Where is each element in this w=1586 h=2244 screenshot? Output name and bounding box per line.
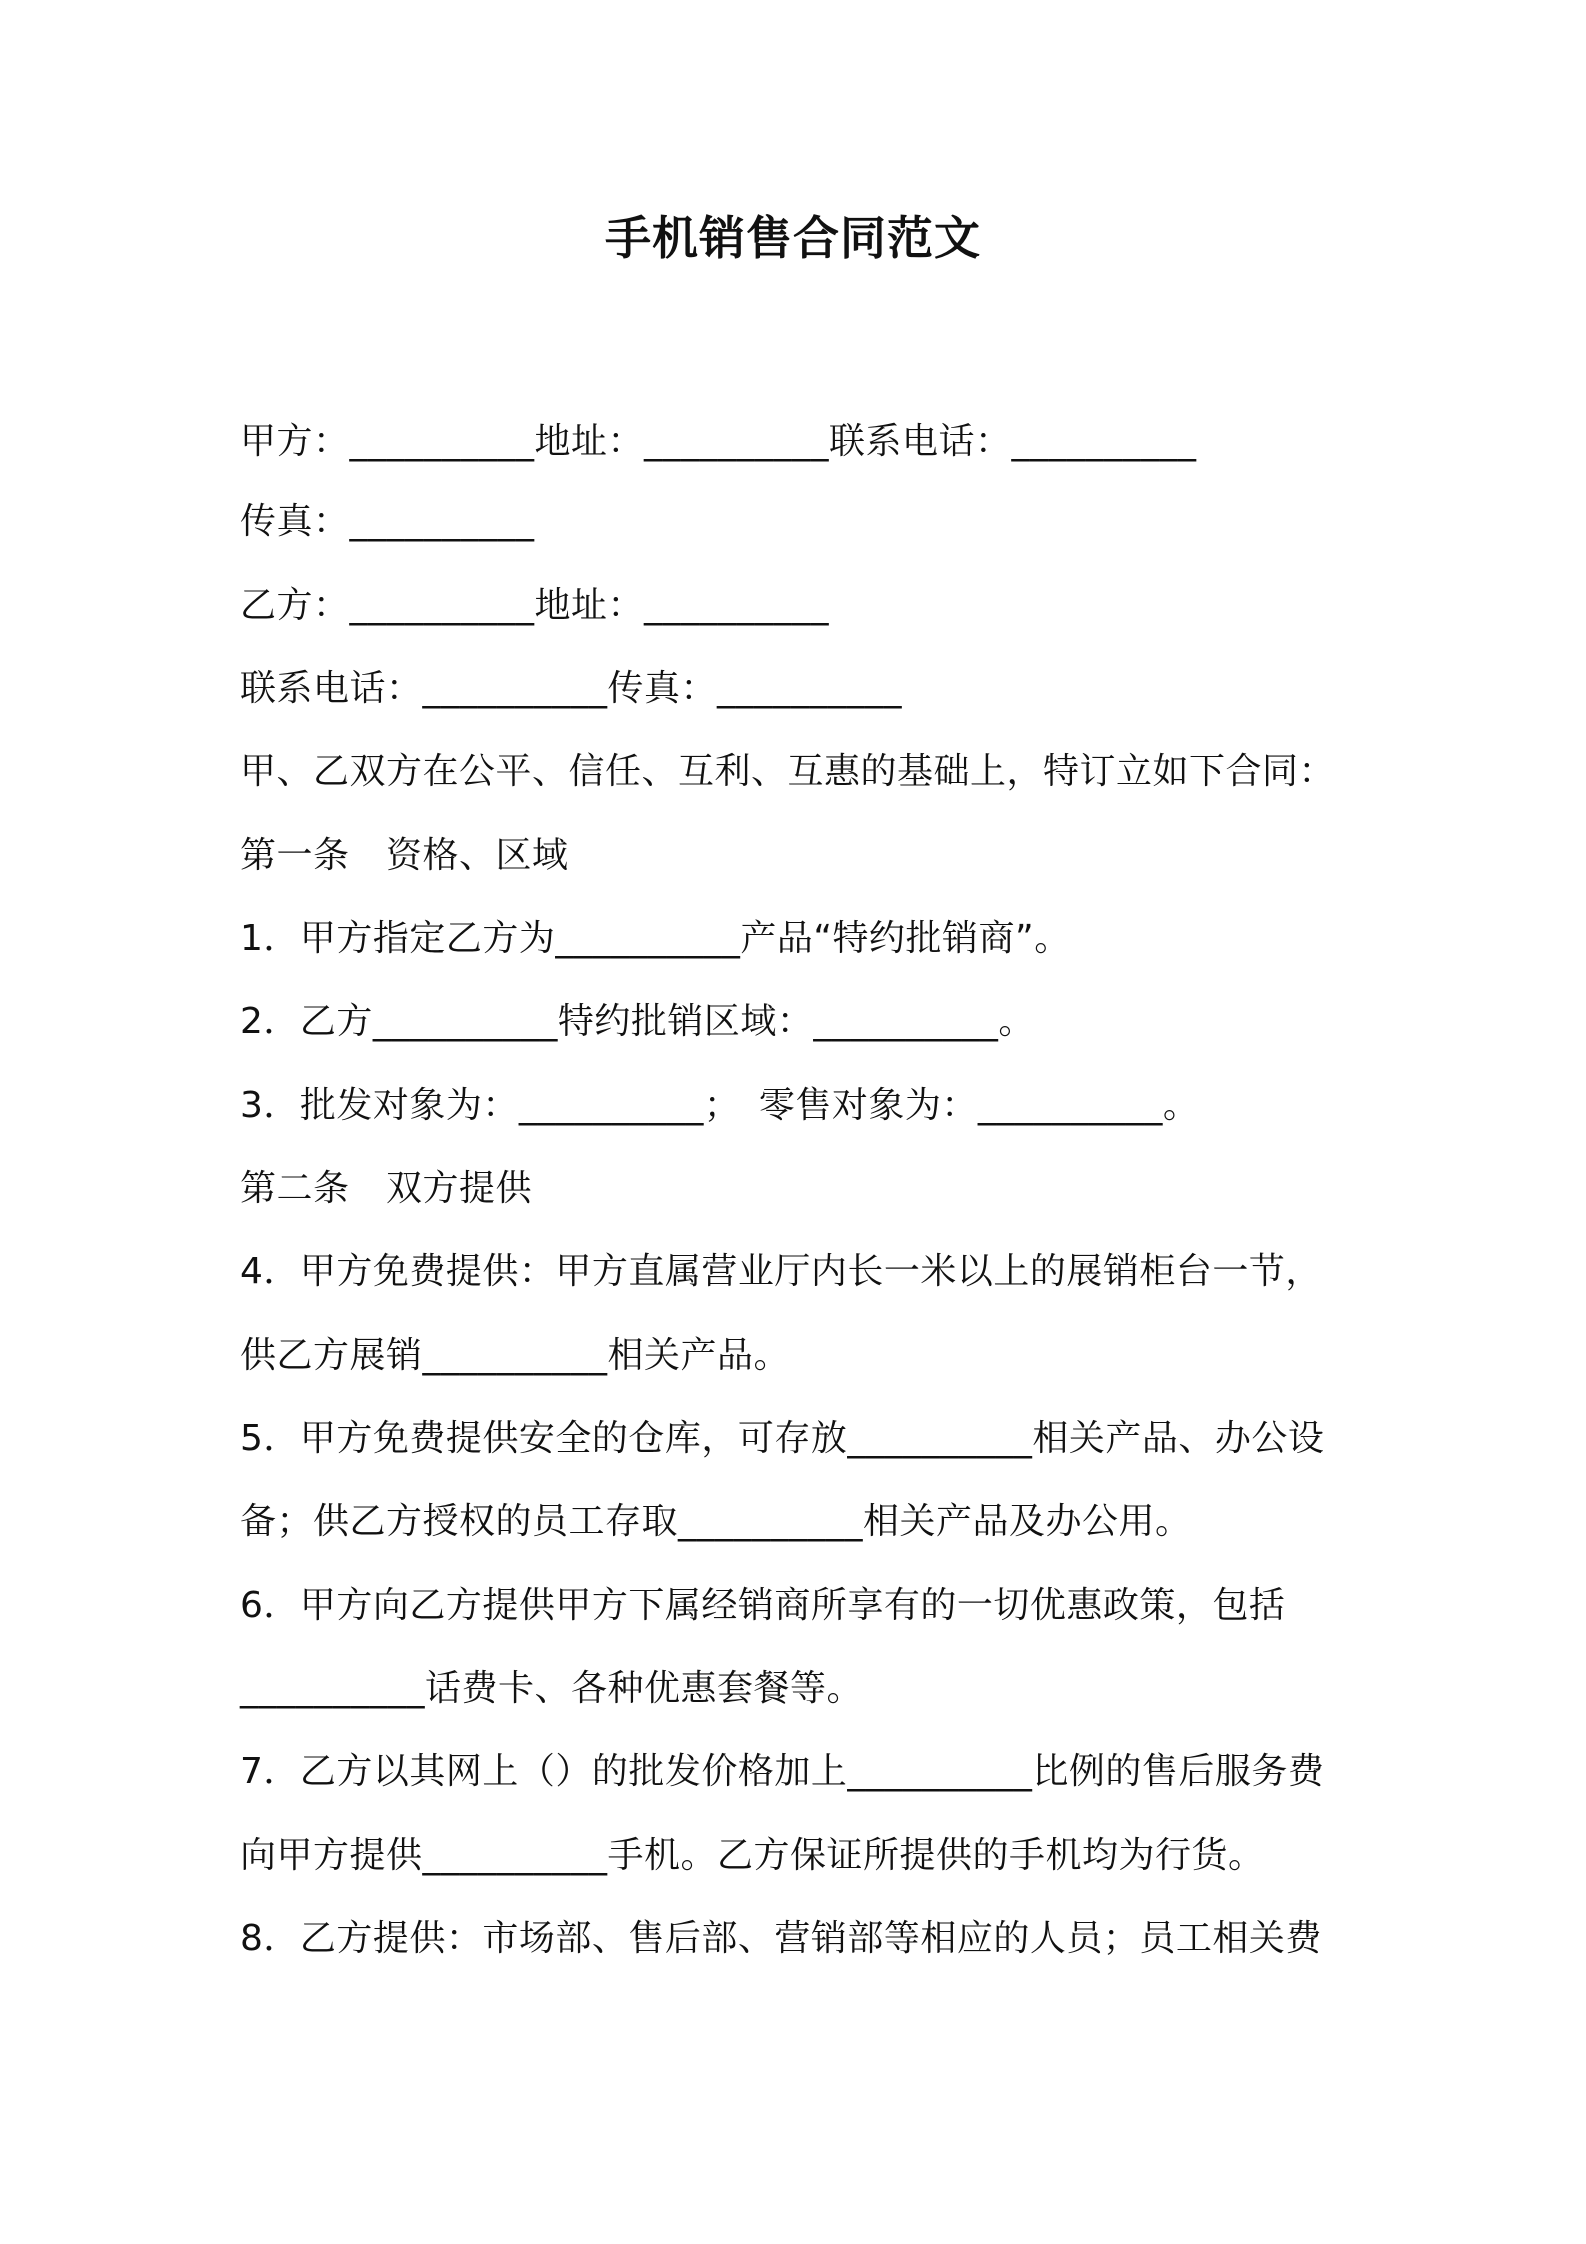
clause-3: 3．批发对象为：__________； 零售对象为：__________。	[240, 1085, 1200, 1126]
clause-4-line-2: 供乙方展销__________相关产品。	[240, 1335, 791, 1376]
clause-8-line-1: 8．乙方提供：市场部、售后部、营销部等相应的人员；员工相关费	[240, 1918, 1322, 1959]
article-1-heading: 第一条 资格、区域	[240, 835, 569, 876]
party-b-contact-line: 联系电话：__________传真：__________	[240, 668, 903, 709]
article-2-heading: 第二条 双方提供	[240, 1168, 533, 1209]
clause-1: 1．甲方指定乙方为__________产品“特约批销商”。	[240, 918, 1071, 959]
party-a-fax-line: 传真：__________	[240, 501, 535, 542]
clause-7-line-1: 7．乙方以其网上（）的批发价格加上__________比例的售后服务费	[240, 1751, 1325, 1792]
preamble-line: 甲、乙双方在公平、信任、互利、互惠的基础上，特订立如下合同：	[240, 751, 1336, 792]
clause-6-line-2: __________话费卡、各种优惠套餐等。	[240, 1668, 864, 1709]
clause-5-line-2: 备；供乙方授权的员工存取__________相关产品及办公用。	[240, 1501, 1192, 1542]
clause-4-line-1: 4．甲方免费提供：甲方直属营业厅内长一米以上的展销柜台一节，	[240, 1251, 1322, 1292]
party-b-info-line: 乙方：__________地址：__________	[240, 585, 830, 626]
party-a-info-line: 甲方：__________地址：__________联系电话：__________	[240, 421, 1197, 462]
clause-6-line-1: 6．甲方向乙方提供甲方下属经销商所享有的一切优惠政策，包括	[240, 1585, 1286, 1626]
clause-7-line-2: 向甲方提供__________手机。乙方保证所提供的手机均为行货。	[240, 1835, 1265, 1876]
clause-5-line-1: 5．甲方免费提供安全的仓库，可存放__________相关产品、办公设	[240, 1418, 1325, 1459]
clause-2: 2．乙方__________特约批销区域：__________。	[240, 1001, 1035, 1042]
document-title: 手机销售合同范文	[605, 211, 981, 265]
